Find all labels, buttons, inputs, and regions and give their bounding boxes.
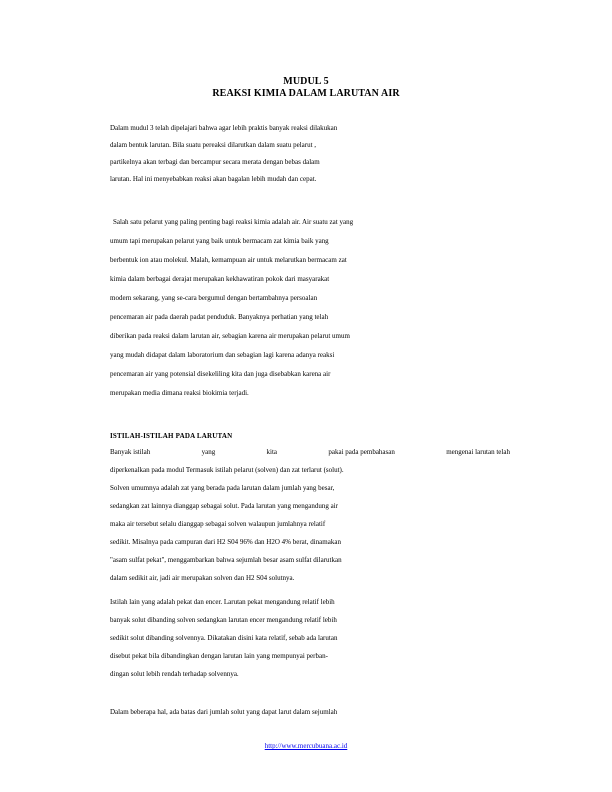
word: Banyak istilah xyxy=(110,448,151,456)
paragraph-line: dalam bentuk larutan. Bila suatu pereaksi dilarutkan dalam suatu pelarut , xyxy=(110,141,317,149)
paragraph-line: berbentuk ion atau molekul. Malah, kemampuan air untuk melarutkan bermacam zat xyxy=(110,256,347,264)
paragraph-line: Istilah lain yang adalah pekat dan encer. Larutan pekat mengandung relatif lebih xyxy=(110,598,335,606)
paragraph-line: sedikit. Misalnya pada campuran dari H2 S04 96% dan H2O 4% berat, dinamakan xyxy=(110,538,341,546)
paragraph-line: maka air tersebut selalu dianggap sebagai solven walaupun jumlahnya relatif xyxy=(110,520,326,528)
paragraph-line: dingan solut lebih rendah terhadap solvennya. xyxy=(110,670,239,678)
footer-link[interactable]: http://www.mercubuana.ac.id xyxy=(264,742,348,750)
paragraph-line: banyak solut dibanding solven sedangkan larutan encer mengandung relatif lebih xyxy=(110,616,337,624)
paragraph-line: "asam sulfat pekat", menggambarkan bahwa sejumlah besar asam sulfat dilarutkan xyxy=(110,556,342,564)
paragraph-line: Solven umumnya adalah zat yang berada pada larutan dalam jumlah yang besar, xyxy=(110,484,335,492)
paragraph-line: pencemaran air pada daerah padat penduduk. Banyaknya perhatian yang telah xyxy=(110,313,329,321)
paragraph-line: diperkenalkan pada modul Termasuk istilah pelarut (solven) dan zat terlarut (solut). xyxy=(110,466,344,474)
word: mengenai larutan telah xyxy=(446,448,510,456)
paragraph-line: diberikan pada reaksi dalam larutan air, sebagian karena air merupakan pelarut umum xyxy=(110,332,350,340)
page-footer xyxy=(0,742,612,750)
paragraph-line: Dalam mudul 3 telah dipelajari bahwa agar lebih praktis banyak reaksi dilakukan xyxy=(110,124,338,132)
paragraph-line: umum tapi merupakan pelarut yang baik untuk bermacam zat kimia baik yang xyxy=(110,237,329,245)
section-heading: ISTILAH-ISTILAH PADA LARUTAN xyxy=(110,432,233,440)
paragraph-line: Salah satu pelarut yang paling penting bagi reaksi kimia adalah air. Air suatu zat yang xyxy=(113,218,354,226)
paragraph-line: Dalam beberapa hal, ada batas dari jumlah solut yang dapat larut dalam sejumlah xyxy=(110,708,338,716)
paragraph-line: yang mudah didapat dalam laboratorium dan sebagian lagi karena adanya reaksi xyxy=(110,351,335,359)
paragraph-line: larutan. Hal ini menyebabkan reaksi akan bagalan lebih mudah dan cepat. xyxy=(110,175,317,183)
paragraph-line: modern sekarang, yang se-cara bergumul dengan bertambahnya persoalan xyxy=(110,294,318,302)
paragraph-line: partikelnya akan terbagi dan bercampur secara merata dengan bebas dalam xyxy=(110,158,320,166)
page-subtitle: REAKSI KIMIA DALAM LARUTAN AIR xyxy=(212,88,400,99)
word: kita xyxy=(266,448,278,456)
word: yang xyxy=(201,448,216,456)
paragraph-line: dalam sedikit air, jadi air merupakan solven dan H2 S04 solutnya. xyxy=(110,574,295,582)
paragraph-line: disebut pekat bila dibandingkan dengan larutan lain yang mempunyai perban- xyxy=(110,652,328,660)
paragraph-line: sedikit solut dibanding solvennya. Dikatakan disini kata relatif, sebab ada larutan xyxy=(110,634,338,642)
paragraph-line: kimia dalam berbagai derajat merupakan kekhawatiran pokok dari masyarakat xyxy=(110,275,330,283)
paragraph-line: pencemaran air yang potensial disekeliling kita dan juga disebabkan karena air xyxy=(110,370,331,378)
paragraph-line xyxy=(110,448,510,457)
word: pakai pada pembahasan xyxy=(328,448,395,456)
page-title: MUDUL 5 xyxy=(283,76,329,87)
paragraph-line: sedangkan zat lainnya dianggap sebagai solut. Pada larutan yang mengandung air xyxy=(110,502,339,510)
paragraph-line: merupakan media dimana reaksi biokimia terjadi. xyxy=(110,389,249,397)
